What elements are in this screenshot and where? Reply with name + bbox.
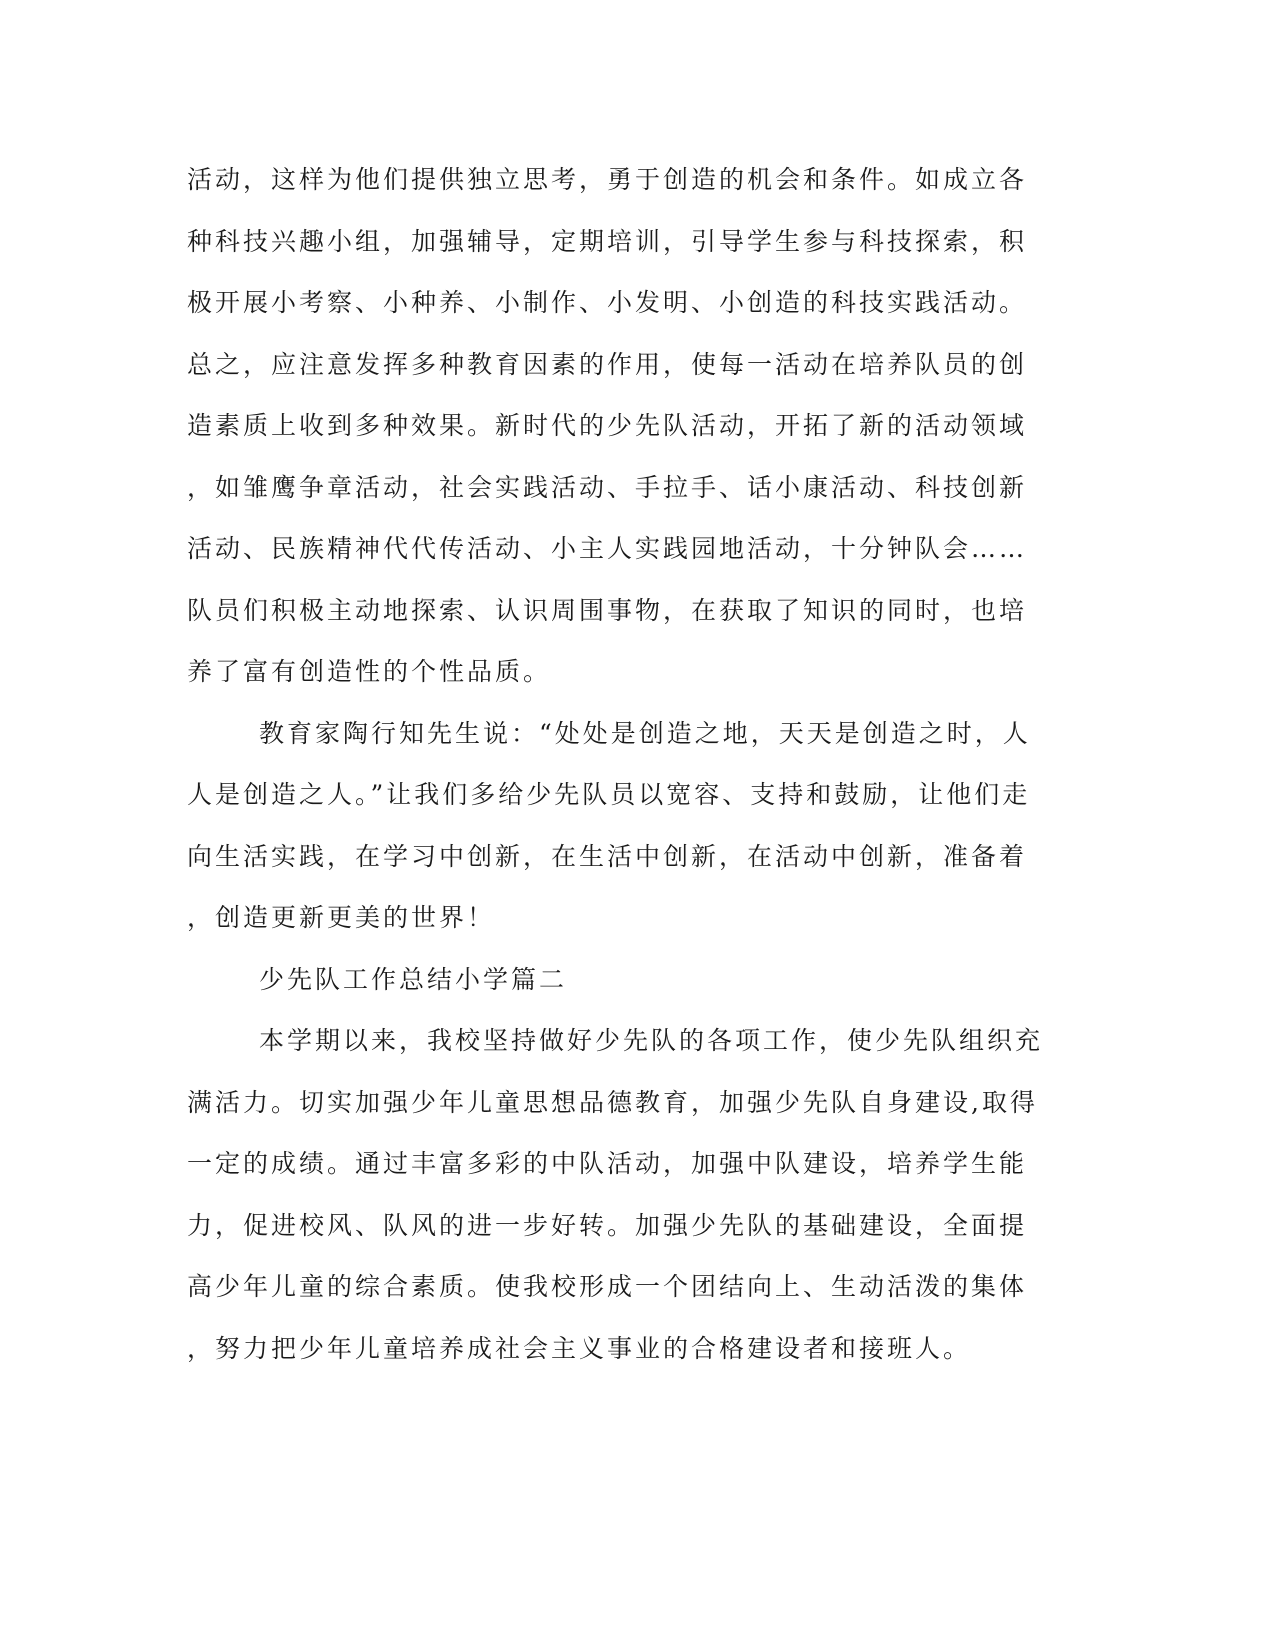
text-line: 力，促进校风、队风的进一步好转。加强少先队的基础建设，全面提 (187, 1210, 1028, 1240)
text-line: 养了富有创造性的个性品质。 (187, 657, 552, 686)
paragraph-first-line: 本学期以来，我校坚持做好少先队的各项工作，使少先队组织充 (259, 1026, 1044, 1055)
text-line: 种科技兴趣小组，加强辅导，定期培训，引导学生参与科技探索，积 (187, 226, 1028, 256)
text-line: ，如雏鹰争章活动，社会实践活动、手拉手、话小康活动、科技创新 (187, 472, 1028, 502)
document-body (187, 160, 1087, 1390)
text-line: 高少年儿童的综合素质。使我校形成一个团结向上、生动活泼的集体 (187, 1272, 1028, 1301)
text-line: ，创造更新更美的世界！ (187, 903, 496, 932)
text-line: 造素质上收到多种效果。新时代的少先队活动，开拓了新的活动领域 (187, 411, 1028, 440)
text-line: 向生活实践，在学习中创新，在生活中创新，在活动中创新，准备着 (187, 841, 1028, 871)
text-line: 活动，这样为他们提供独立思考，勇于创造的机会和条件。如成立各 (187, 165, 1028, 194)
text-line: 满活力。切实加强少年儿童思想品德教育，加强少先队自身建设,取得 (187, 1087, 1038, 1117)
text-line: ，努力把少年儿童培养成社会主义事业的合格建设者和接班人。 (187, 1333, 972, 1363)
text-line: 队员们积极主动地探索、认识周围事物，在获取了知识的同时，也培 (187, 595, 1028, 625)
paragraph-first-line: 少先队工作总结小学篇二 (259, 964, 568, 994)
text-line: 极开展小考察、小种养、小制作、小发明、小创造的科技实践活动。 (187, 288, 1028, 317)
text-line: 活动、民族精神代代传活动、小主人实践园地活动，十分钟队会…… (187, 534, 1028, 563)
text-line: 人是创造之人。”让我们多给少先队员以宽容、支持和鼓励，让他们走 (187, 780, 1031, 809)
text-line: 总之，应注意发挥多种教育因素的作用，使每一活动在培养队员的创 (187, 349, 1028, 379)
paragraph-first-line: 教育家陶行知先生说：“处处是创造之地，天天是创造之时，人 (259, 718, 1031, 748)
text-line: 一定的成绩。通过丰富多彩的中队活动，加强中队建设，培养学生能 (187, 1149, 1028, 1178)
